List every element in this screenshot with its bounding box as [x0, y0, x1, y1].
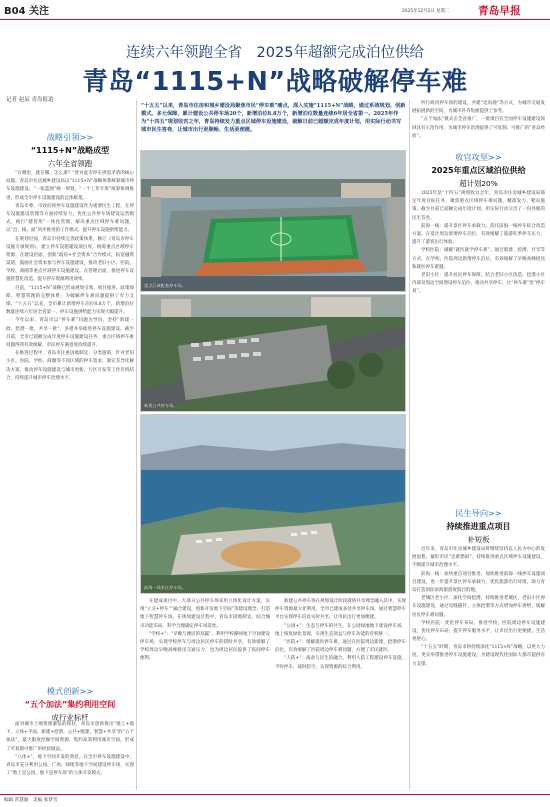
paragraph: 近年来，青岛市住房城乡建设局将继续坚持以人民为中心的发展思想，紧盯市民“急难愁盼”，持续推进重点区域停车设施建设，不断提升城市治理水平。 — [412, 547, 545, 569]
article-subhead: 连续六年领跑全省 2025年超额完成泊位供给 — [126, 45, 424, 61]
photo-caption: 新建公共停车场。 — [144, 403, 178, 408]
paragraph: “人防+”：战备与民生的融合。利用人防工程建设停车设施，平时停车，战时防空，实现资源的综合利用。 — [275, 656, 406, 670]
page-footer: 编辑 常慧颖 美编 张梦雪 — [4, 798, 58, 803]
right-section-heading — [412, 152, 545, 189]
paragraph: 在规划层面，青岛市持续完善政策体系，修订《青岛市停车设施专项规划》，建立停车设施建设项目库，统筹重点区域停车资源。在建设层面，创新“政府+社会资本”合作模式，拓宽融资渠道，鼓励社会资本参与停车设施建设，推动老旧小区、医院、学校、商圈等重点区域停车设施建设。在管理层面，推进停车设施智慧化改造，提升停车资源利用效率。 — [6, 236, 134, 283]
paragraph: 前海一线：提升景区停车承载力。依托前海一线停车综合改造方案，在景区周边新增停车泊位，有效缓解了旅游旺季停车压力，提升了游客出行体验。 — [412, 223, 545, 246]
right-kicker: 收官攻坚>> — [455, 152, 502, 162]
paragraph: 2025年是“十四五”规划收官之年，青岛市住房城乡建设局锚定年度目标任务，聚焦重点区域停车难问题，精准发力、靶向施策，截至目前已超额完成年度计划，用实际行动交出了一份亮眼的民生答卷。 — [412, 191, 545, 221]
photo-caption: 重点区域配套停车场。 — [144, 283, 186, 288]
middle-body-1 — [140, 598, 270, 790]
paragraph: “医院+”：缓解就医停车难。通过在医院周边新建、挖潜停车泊位，有效缓解了医院周边停车难问题，方便了市民就医。 — [275, 639, 406, 654]
right2-body — [412, 546, 545, 790]
paragraph: 前海一线：加快重点项目推进。加快推进前海一线停车设施项目建设，进一步提升景区停车承载力，优化旅游出行环境，助力青岛打造国际滨海旅游度假目的地。 — [412, 571, 545, 593]
paragraph: “学校+”：“早晚与便民的双赢”。利用学校操场地下空间建设停车场，实现学校停车与周边居民停车的错时共享，有效缓解了学校周边早晚高峰接送交通压力，也为周边居民提供了夜间停车便利。 — [140, 631, 270, 662]
paragraph: 在建成项目中，大部分公共停车场采用立体化设计方案，实现“立交+停车”“融合建设，创新开发地下空间”等建设理念，打造地下智慧停车场。在规划建设过程中，青岛市因地制宜，结合城市功能布局，科学合理确定停车场选址。 — [140, 599, 270, 629]
photo-caption: 前海一线景区停车场。 — [144, 585, 186, 590]
public-parking-image — [141, 295, 406, 412]
column-divider — [136, 100, 137, 790]
newspaper-logo: 青岛早报 — [478, 5, 521, 17]
left2-title: “五个加法”集约利用空间 — [24, 700, 116, 709]
footer-rule — [0, 794, 550, 795]
left-kicker: 战略引领>> — [46, 132, 94, 142]
paragraph: 老城区老小区：深化空间挖潜。持续推进老城区、老旧小区停车设施建设，通过见缝插针、立体挖潜等方式增加停车供给，缓解居民停车难问题。 — [412, 596, 545, 618]
right-section-heading-2 — [412, 508, 545, 545]
paragraph: “五个加法”模式在全省推广，一批项目在全国停车设施建设领域具有示范作用，为城市停车治理提供了可复制、可推广的“青岛经验”。 — [412, 117, 545, 139]
paragraph: 目前，“1115+N”战略已形成规划引领、项目推进、政策保障、智慧管理的完整体系，为破解停车难问题提供了有力支撑。“十五五”以来，全市累计新增停车泊位8.8万个，新增泊位数量连续六年居全省第一，停车设施供给能力实现大幅提升。 — [6, 285, 134, 316]
left2-subtitle: 成行业标杆 — [51, 713, 89, 722]
right2-subtitle: 补短板 — [467, 535, 490, 544]
page-header — [0, 0, 550, 20]
right-body — [412, 190, 545, 502]
paragraph: “十五五”时期，青岛市将持续深化“1115+N”战略，以更大力度、更实举措推进停车设施建设，为建设现代化国际大都市提供有力支撑。 — [412, 645, 545, 667]
left-body — [6, 170, 134, 678]
left2-kicker: 模式创新>> — [46, 686, 94, 696]
paragraph: 老旧小区：提升居民停车保障。结合老旧小区改造，挖潜小区内部及周边空间增设停车泊位，推动共享停车，让“停车难”变“停车易”。 — [412, 272, 545, 295]
photo-seaside-parking — [140, 414, 406, 594]
seaside-parking-image — [141, 415, 406, 594]
paragraph: 学校医院：优化停车布局。推进学校、医院周边停车设施建设，优化停车布局，提升停车服务水平，让市民出行更便捷、生活更舒心。 — [412, 620, 545, 643]
right2-title: 持续推进重点项目 — [446, 522, 511, 531]
article-headline: 青岛“1115+N”战略破解停车难 — [82, 67, 468, 97]
paragraph: 学校医院：破解“就医就学停车难”。通过新建、挖潜、共享等方式，在学校、医院周边新增停车泊位，有效缓解了早晚高峰接送和就医停车难题。 — [412, 248, 545, 270]
paragraph: 在推进过程中，青岛市注重因地制宜、分类施策，针对老旧小区、医院、学校、商圈等不同区域的停车需求，制定差异化解决方案，推动停车设施建设与城市更新、片区开发等工作有机结合，持续提升城市停车治理水平。 — [6, 351, 134, 381]
left-section-heading — [6, 132, 134, 169]
paragraph: 新建公共停车场在规划设计阶段就将共享理念融入其中，实现停车资源最大化利用。全市已建成多处共享停车场，通过智慧停车平台实现停车信息实时共享，让市民出行更加便捷。 — [275, 599, 406, 621]
article-byline: 记者 赵辰 青岛报道 — [6, 97, 54, 103]
paragraph: “在哪里，就在哪，怎么难？”曾对此市停车供需矛盾的核心问题。青岛市住房城乡建设局以“1115+N”战略体系统筹城市停车设施建设，“一张蓝图”统一规划，“一个工作专班”统筹协调推进，形成全市停车设施建设的总体框架。 — [6, 171, 134, 201]
photo-public-parking — [140, 294, 406, 412]
left-title: “1115+N”战略成型 — [30, 146, 110, 155]
right-title: 2025年重点区域泊位供给 — [431, 166, 526, 175]
section-label: B04 关注 — [4, 6, 50, 17]
left2-body — [6, 721, 134, 791]
issue-date: 2025年12月2日 星期二 — [402, 9, 450, 14]
right-subtitle: 超计划20% — [459, 179, 498, 188]
paragraph: 面对城市土地资源紧张的现状，青岛市创新推出“地上+地下、立体+平面、新建+挖潜、公共+配建、智慧+共享”的“五个加法”，最大限度挖掘空间资源，集约高效利用城市空间，形成了可复制可推广的经验做法。 — [6, 722, 134, 752]
column-divider — [409, 100, 410, 790]
paragraph: 今年以来，青岛市以“停车难”问题为导向，坚持“新建一批、挖潜一批、共享一批”，多措并举推进停车设施建设。截至目前，全市已超额完成年度停车设施建设任务，重点区域停车难问题得到有效缓解，市民停车满意度持续提升。 — [6, 318, 134, 348]
article-lead: “十五五”以来，青岛市住房和城乡建设局聚焦市民“停车难”痛点，深入实施“1115+N”战略，通过系统规划、创新模式、多元保障，累计建设公共停车场20个，新增泊位8.8万个，新增泊位数量连续6年居全省第一。2025年作为“十四五”规划收官之年，青岛持续发力重点区域停车设施建设，破解日前已超额完成年度计划，用实际行动书写城市民生答卷，让城市出行更顺畅、生活更便捷。 — [141, 103, 406, 134]
paragraph: “立体+”，地下空间开发的典范。在全市停车设施建设中，青岛市充分利用公园、广场、绿地等地下空间建设停车场，实现了“地上是公园、地下是停车场”的立体开发模式。 — [6, 754, 134, 777]
middle-body-2 — [275, 598, 406, 790]
paragraph: 所行政用停车场的建设，共建“边角地”等方式，为城市交通发展拓展新的空间，为城市补齐短板提供了参考。 — [412, 101, 545, 115]
right2-kicker: 民生导向>> — [455, 508, 502, 518]
right-intro-body — [412, 100, 545, 148]
left-subtitle: 六年全省领跑 — [47, 159, 93, 168]
stadium-parking-image — [141, 151, 406, 292]
photo-stadium-parking — [140, 150, 406, 292]
left-section-heading-2 — [6, 686, 134, 723]
paragraph: “公园+”：生态与停车的共生。在公园绿地地下建设停车场，地上恢复绿化景观，实现生态效益与停车功能的有机统一。 — [275, 623, 406, 637]
paragraph: 青岛市委、市政府将停车设施建设作为重要民生工程，在停车设施建设管理等方面持续发力。优化公共停车场建设运营模式，推行“建管用”一体化管理，解决重点区域停车难问题，以“点、线、面”同步推进的工作模式，提升停车设施供给能力。 — [6, 203, 134, 234]
